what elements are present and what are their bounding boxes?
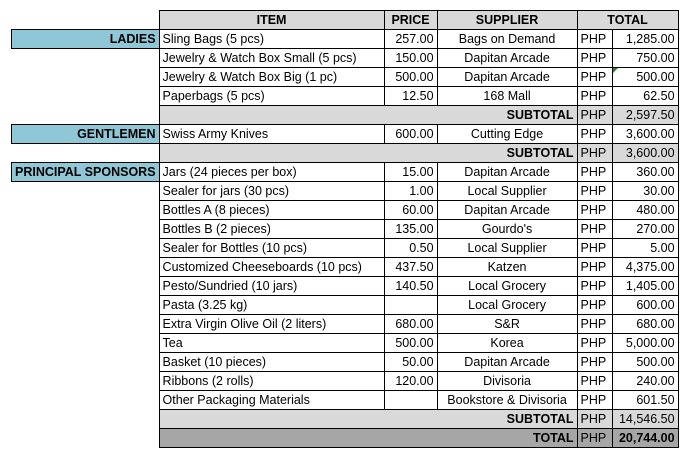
- supplier-cell[interactable]: Bags on Demand: [437, 30, 577, 49]
- supplier-cell[interactable]: Dapitan Arcade: [437, 201, 577, 220]
- total-value[interactable]: 20,744.00: [612, 429, 678, 448]
- supplier-cell[interactable]: Korea: [437, 334, 577, 353]
- currency-cell[interactable]: PHP: [577, 391, 612, 410]
- price-cell[interactable]: 500.00: [384, 68, 437, 87]
- header-row: [12, 11, 679, 30]
- currency-cell[interactable]: PHP: [577, 125, 612, 144]
- subtotal-value[interactable]: 2,597.50: [612, 106, 678, 125]
- price-cell[interactable]: 600.00: [384, 125, 437, 144]
- supplier-cell[interactable]: Cutting Edge: [437, 125, 577, 144]
- total-cell[interactable]: 5,000.00: [612, 334, 678, 353]
- supplier-cell[interactable]: Local Grocery: [437, 277, 577, 296]
- header-price[interactable]: PRICE: [384, 11, 437, 30]
- header-supplier[interactable]: SUPPLIER: [437, 11, 577, 30]
- header-item[interactable]: ITEM: [159, 11, 384, 30]
- item-row: [12, 391, 679, 410]
- item-row: [12, 372, 679, 391]
- currency-cell[interactable]: PHP: [577, 277, 612, 296]
- subtotal-row: [12, 410, 679, 429]
- item-row: [12, 49, 679, 68]
- total-label[interactable]: TOTAL: [159, 429, 577, 448]
- item-row: [12, 182, 679, 201]
- total-cell[interactable]: 480.00: [612, 201, 678, 220]
- supplier-cell[interactable]: Bookstore & Divisoria: [437, 391, 577, 410]
- supplier-cell[interactable]: Local Supplier: [437, 239, 577, 258]
- currency-cell[interactable]: PHP: [577, 296, 612, 315]
- currency-cell[interactable]: PHP: [577, 334, 612, 353]
- price-cell[interactable]: 1.00: [384, 182, 437, 201]
- subtotal-value[interactable]: 3,600.00: [612, 144, 678, 163]
- currency-cell[interactable]: PHP: [577, 49, 612, 68]
- price-cell[interactable]: 257.00: [384, 30, 437, 49]
- supplier-cell[interactable]: S&R: [437, 315, 577, 334]
- supplier-cell[interactable]: Dapitan Arcade: [437, 68, 577, 87]
- item-cell[interactable]: Swiss Army Knives: [159, 125, 384, 144]
- subtotal-row: [12, 144, 679, 163]
- supplier-cell[interactable]: Dapitan Arcade: [437, 49, 577, 68]
- currency-cell[interactable]: PHP: [577, 410, 612, 429]
- total-cell[interactable]: 3,600.00: [612, 125, 678, 144]
- item-row: [12, 87, 679, 106]
- currency-cell[interactable]: PHP: [577, 68, 612, 87]
- subtotal-row: [12, 106, 679, 125]
- item-row: [12, 277, 679, 296]
- item-row: [12, 239, 679, 258]
- supplier-cell[interactable]: Dapitan Arcade: [437, 353, 577, 372]
- price-cell[interactable]: 60.00: [384, 201, 437, 220]
- price-cell[interactable]: [384, 296, 437, 315]
- total-cell[interactable]: 600.00: [612, 296, 678, 315]
- item-row: [12, 68, 679, 87]
- category-label[interactable]: GENTLEMEN: [12, 125, 160, 144]
- supplier-cell[interactable]: 168 Mall: [437, 87, 577, 106]
- price-cell[interactable]: [384, 391, 437, 410]
- item-cell[interactable]: Sealer for Bottles (10 pcs): [159, 239, 384, 258]
- item-cell[interactable]: Pesto/Sundried (10 jars): [159, 277, 384, 296]
- currency-cell[interactable]: PHP: [577, 239, 612, 258]
- currency-cell[interactable]: PHP: [577, 372, 612, 391]
- currency-cell[interactable]: PHP: [577, 144, 612, 163]
- item-cell[interactable]: Extra Virgin Olive Oil (2 liters): [159, 315, 384, 334]
- item-row: [12, 220, 679, 239]
- item-cell[interactable]: Sling Bags (5 pcs): [159, 30, 384, 49]
- item-row: [12, 296, 679, 315]
- total-cell[interactable]: 1,405.00: [612, 277, 678, 296]
- supplier-cell[interactable]: Gourdo's: [437, 220, 577, 239]
- item-row: [12, 201, 679, 220]
- currency-cell[interactable]: PHP: [577, 106, 612, 125]
- currency-cell[interactable]: PHP: [577, 315, 612, 334]
- item-row: [12, 163, 679, 182]
- item-row: [12, 353, 679, 372]
- item-row: [12, 125, 679, 144]
- item-row: [12, 258, 679, 277]
- item-row: [12, 315, 679, 334]
- total-cell[interactable]: 30.00: [612, 182, 678, 201]
- item-cell[interactable]: Basket (10 pieces): [159, 353, 384, 372]
- supplier-cell[interactable]: Local Supplier: [437, 182, 577, 201]
- total-cell[interactable]: 4,375.00: [612, 258, 678, 277]
- total-cell[interactable]: 500.00: [612, 68, 678, 87]
- item-cell[interactable]: Jewelry & Watch Box Small (5 pcs): [159, 49, 384, 68]
- supplier-cell[interactable]: Katzen: [437, 258, 577, 277]
- total-cell[interactable]: 680.00: [612, 315, 678, 334]
- price-cell[interactable]: 150.00: [384, 49, 437, 68]
- total-cell[interactable]: 240.00: [612, 372, 678, 391]
- total-cell[interactable]: 62.50: [612, 87, 678, 106]
- supplier-cell[interactable]: Dapitan Arcade: [437, 163, 577, 182]
- item-cell[interactable]: Other Packaging Materials: [159, 391, 384, 410]
- currency-cell[interactable]: PHP: [577, 30, 612, 49]
- item-cell[interactable]: Pasta (3.25 kg): [159, 296, 384, 315]
- supplier-cell[interactable]: Divisoria: [437, 372, 577, 391]
- currency-cell[interactable]: PHP: [577, 429, 612, 448]
- price-cell[interactable]: 680.00: [384, 315, 437, 334]
- total-cell[interactable]: 5.00: [612, 239, 678, 258]
- item-row: [12, 30, 679, 49]
- price-cell[interactable]: 140.50: [384, 277, 437, 296]
- currency-cell[interactable]: PHP: [577, 163, 612, 182]
- price-cell[interactable]: 12.50: [384, 87, 437, 106]
- price-cell[interactable]: 500.00: [384, 334, 437, 353]
- item-cell[interactable]: Jars (24 pieces per box): [159, 163, 384, 182]
- total-cell[interactable]: 500.00: [612, 353, 678, 372]
- subtotal-label[interactable]: SUBTOTAL: [159, 106, 577, 125]
- price-cell[interactable]: 0.50: [384, 239, 437, 258]
- currency-cell[interactable]: PHP: [577, 182, 612, 201]
- price-cell[interactable]: 50.00: [384, 353, 437, 372]
- currency-cell[interactable]: PHP: [577, 201, 612, 220]
- currency-cell[interactable]: PHP: [577, 87, 612, 106]
- price-cell[interactable]: 120.00: [384, 372, 437, 391]
- item-cell[interactable]: Tea: [159, 334, 384, 353]
- budget-spreadsheet: [11, 10, 679, 448]
- currency-cell[interactable]: PHP: [577, 353, 612, 372]
- item-cell[interactable]: Bottles B (2 pieces): [159, 220, 384, 239]
- currency-cell[interactable]: PHP: [577, 258, 612, 277]
- subtotal-value[interactable]: 14,546.50: [612, 410, 678, 429]
- subtotal-label[interactable]: SUBTOTAL: [159, 144, 577, 163]
- price-cell[interactable]: 437.50: [384, 258, 437, 277]
- price-cell[interactable]: 135.00: [384, 220, 437, 239]
- total-row: [12, 429, 679, 448]
- item-cell[interactable]: Bottles A (8 pieces): [159, 201, 384, 220]
- item-cell[interactable]: Jewelry & Watch Box Big (1 pc): [159, 68, 384, 87]
- total-cell[interactable]: 750.00: [612, 49, 678, 68]
- item-row: [12, 334, 679, 353]
- item-cell[interactable]: Paperbags (5 pcs): [159, 87, 384, 106]
- subtotal-label[interactable]: SUBTOTAL: [159, 410, 577, 429]
- price-cell[interactable]: 15.00: [384, 163, 437, 182]
- total-cell[interactable]: 270.00: [612, 220, 678, 239]
- total-cell[interactable]: 1,285.00: [612, 30, 678, 49]
- item-cell[interactable]: Sealer for jars (30 pcs): [159, 182, 384, 201]
- total-cell[interactable]: 601.50: [612, 391, 678, 410]
- total-cell[interactable]: 360.00: [612, 163, 678, 182]
- header-total[interactable]: TOTAL: [577, 11, 678, 30]
- currency-cell[interactable]: PHP: [577, 220, 612, 239]
- item-cell[interactable]: Ribbons (2 rolls): [159, 372, 384, 391]
- category-label[interactable]: PRINCIPAL SPONSORS: [12, 163, 160, 182]
- item-cell[interactable]: Customized Cheeseboards (10 pcs): [159, 258, 384, 277]
- supplier-cell[interactable]: Local Grocery: [437, 296, 577, 315]
- category-label[interactable]: LADIES: [12, 30, 160, 49]
